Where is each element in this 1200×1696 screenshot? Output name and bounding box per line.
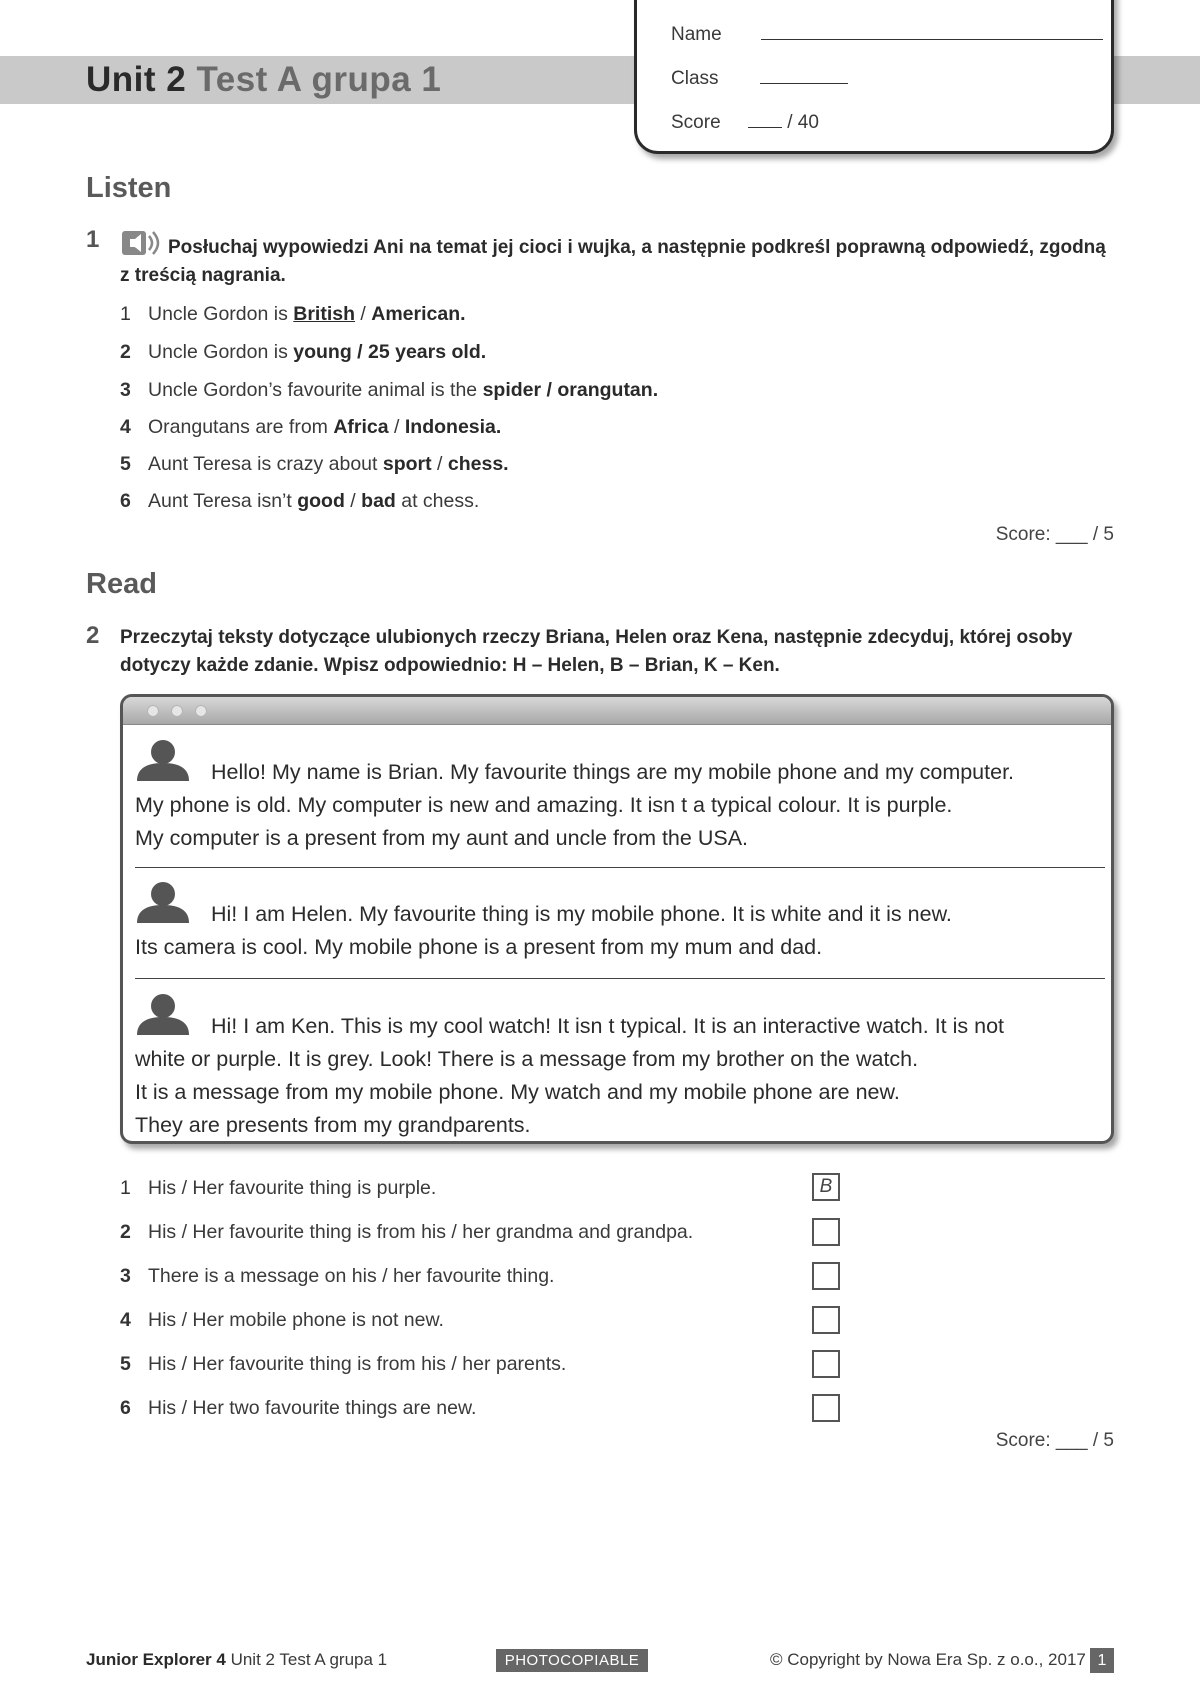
item-prefix: Aunt Teresa isn’t bbox=[148, 490, 298, 512]
item-text: There is a message on his / her favourite thing. bbox=[148, 1265, 555, 1287]
option-2[interactable]: American. bbox=[371, 303, 466, 325]
item-number: 1 bbox=[120, 1177, 131, 1199]
score-label: Score bbox=[671, 112, 721, 133]
person-avatar-icon bbox=[135, 881, 191, 923]
student-info-box bbox=[634, 0, 1114, 154]
option-1[interactable]: sport bbox=[382, 453, 432, 475]
read-item-6 bbox=[120, 1397, 476, 1420]
post-divider bbox=[135, 867, 1105, 868]
item-text: His / Her mobile phone is not new. bbox=[148, 1309, 444, 1331]
item-text: His / Her favourite thing is from his / her grandma and grandpa. bbox=[148, 1221, 694, 1243]
read-item-1 bbox=[120, 1177, 436, 1200]
listen-score: Score: ___ / 5 bbox=[995, 524, 1114, 545]
answer-box-1[interactable]: B bbox=[812, 1173, 840, 1201]
score-row bbox=[671, 112, 819, 134]
helen-post bbox=[135, 881, 1105, 964]
post-line: Its camera is cool. My mobile phone is a present from my mum and dad. bbox=[135, 935, 823, 959]
brian-post bbox=[135, 739, 1105, 855]
option-2[interactable]: bad bbox=[361, 490, 396, 512]
person-avatar-icon bbox=[135, 993, 191, 1035]
post-line: It is a message from my mobile phone. My watch and my mobile phone are new. bbox=[135, 1080, 900, 1104]
answer-box-6[interactable] bbox=[812, 1394, 840, 1422]
post-line: Hi! I am Ken. This is my cool watch! It isn t typical. It is an interactive watch. It is not bbox=[211, 1014, 1005, 1038]
footer-book-title: Junior Explorer 4 bbox=[86, 1650, 226, 1669]
option-2[interactable]: 25 years old. bbox=[368, 341, 487, 363]
post-divider bbox=[135, 978, 1105, 979]
reading-text-window bbox=[120, 694, 1114, 1144]
option-2[interactable]: Indonesia. bbox=[404, 416, 502, 438]
listen-item-3 bbox=[120, 379, 658, 402]
name-label: Name bbox=[671, 24, 722, 45]
answer-box-5[interactable] bbox=[812, 1350, 840, 1378]
answer-box-4[interactable] bbox=[812, 1306, 840, 1334]
window-dot-icon bbox=[195, 705, 207, 717]
post-line: My computer is a present from my aunt and uncle from the USA. bbox=[135, 826, 749, 850]
option-1[interactable]: young bbox=[293, 341, 352, 363]
option-separator: / bbox=[351, 341, 368, 363]
page-number: 1 bbox=[1090, 1648, 1114, 1673]
task-1-number: 1 bbox=[86, 226, 100, 253]
item-number: 5 bbox=[120, 1353, 131, 1375]
listen-section-title: Listen bbox=[86, 172, 172, 204]
name-field[interactable] bbox=[761, 39, 1103, 40]
item-number: 2 bbox=[120, 341, 131, 363]
class-field[interactable] bbox=[760, 83, 848, 84]
listen-item-2 bbox=[120, 341, 486, 364]
unit-label: Unit 2 bbox=[86, 60, 187, 99]
option-separator: / bbox=[541, 379, 558, 401]
task-1-instruction-text: Posłuchaj wypowiedzi Ani na temat jej cioci i wujka, a następnie podkreśl poprawną odpowiedź, zgodną z treścią nagrania. bbox=[120, 237, 1106, 286]
page-title bbox=[86, 60, 441, 100]
item-prefix: Aunt Teresa is crazy about bbox=[148, 453, 383, 475]
post-line: They are presents from my grandparents. bbox=[135, 1113, 531, 1137]
footer-book-info bbox=[86, 1650, 387, 1670]
score-field[interactable] bbox=[748, 127, 782, 128]
answer-box-2[interactable] bbox=[812, 1218, 840, 1246]
item-suffix: at chess. bbox=[395, 490, 480, 512]
class-label: Class bbox=[671, 68, 719, 89]
footer-test-name: Unit 2 Test A grupa 1 bbox=[230, 1650, 388, 1669]
listen-item-6 bbox=[120, 490, 479, 513]
task-1-instruction bbox=[120, 227, 1120, 290]
item-number: 6 bbox=[120, 490, 131, 512]
read-section-title: Read bbox=[86, 568, 157, 600]
option-separator: / bbox=[355, 303, 372, 325]
listen-item-5 bbox=[120, 453, 509, 476]
option-separator: / bbox=[431, 453, 448, 475]
person-avatar-icon bbox=[135, 739, 191, 781]
item-number: 4 bbox=[120, 416, 131, 438]
window-title-bar bbox=[123, 697, 1111, 725]
post-line: white or purple. It is grey. Look! There is a message from my brother on the watch. bbox=[135, 1047, 919, 1071]
post-line: Hello! My name is Brian. My favourite things are my mobile phone and my computer. bbox=[211, 760, 1015, 784]
task-2-instruction: Przeczytaj teksty dotyczące ulubionych rzeczy Briana, Helen oraz Kena, następnie zdecyduj, której osoby dotyczy każde zdanie. Wpisz odpowiednio: H – Helen, B – Brian, K – Ken. bbox=[120, 627, 1073, 676]
read-score: Score: ___ / 5 bbox=[995, 1430, 1114, 1451]
item-number: 6 bbox=[120, 1397, 131, 1419]
read-item-5 bbox=[120, 1353, 566, 1376]
read-item-4 bbox=[120, 1309, 444, 1332]
option-1[interactable]: British bbox=[293, 303, 355, 325]
read-item-2 bbox=[120, 1221, 693, 1244]
option-1[interactable]: good bbox=[297, 490, 345, 512]
photocopiable-badge: PHOTOCOPIABLE bbox=[496, 1649, 648, 1672]
option-2[interactable]: orangutan. bbox=[557, 379, 659, 401]
item-number: 3 bbox=[120, 379, 131, 401]
option-1[interactable]: Africa bbox=[333, 416, 389, 438]
test-label: Test A grupa 1 bbox=[196, 60, 442, 99]
item-prefix: Uncle Gordon is bbox=[148, 303, 294, 325]
option-separator: / bbox=[388, 416, 405, 438]
post-line: My phone is old. My computer is new and amazing. It isn t a typical colour. It is purple. bbox=[135, 793, 953, 817]
option-separator: / bbox=[344, 490, 362, 512]
item-prefix: Uncle Gordon is bbox=[148, 341, 294, 363]
option-1[interactable]: spider bbox=[482, 379, 542, 401]
item-number: 2 bbox=[120, 1221, 131, 1243]
item-prefix: Orangutans are from bbox=[148, 416, 334, 438]
ken-post bbox=[135, 993, 1105, 1142]
option-2[interactable]: chess. bbox=[447, 453, 509, 475]
listen-item-4 bbox=[120, 416, 501, 439]
read-item-3 bbox=[120, 1265, 554, 1288]
listen-item-1 bbox=[120, 303, 466, 326]
answer-box-3[interactable] bbox=[812, 1262, 840, 1290]
item-text: His / Her favourite thing is from his / her parents. bbox=[148, 1353, 567, 1375]
task-2-number: 2 bbox=[86, 622, 100, 649]
name-row bbox=[671, 24, 1103, 46]
item-number: 1 bbox=[120, 303, 131, 325]
window-dot-icon bbox=[147, 705, 159, 717]
footer-copyright: © Copyright by Nowa Era Sp. z o.o., 2017 bbox=[770, 1650, 1086, 1669]
track-number: 3 bbox=[134, 239, 141, 251]
class-row bbox=[671, 68, 848, 90]
item-number: 5 bbox=[120, 453, 131, 475]
item-number: 3 bbox=[120, 1265, 131, 1287]
item-prefix: Uncle Gordon’s favourite animal is the bbox=[148, 379, 483, 401]
score-total: / 40 bbox=[787, 112, 819, 133]
audio-speaker-icon[interactable] bbox=[120, 227, 160, 259]
item-text: His / Her two favourite things are new. bbox=[148, 1397, 477, 1419]
item-text: His / Her favourite thing is purple. bbox=[148, 1177, 437, 1199]
post-line: Hi! I am Helen. My favourite thing is my mobile phone. It is white and it is new. bbox=[211, 902, 952, 926]
window-dot-icon bbox=[171, 705, 183, 717]
item-number: 4 bbox=[120, 1309, 131, 1331]
